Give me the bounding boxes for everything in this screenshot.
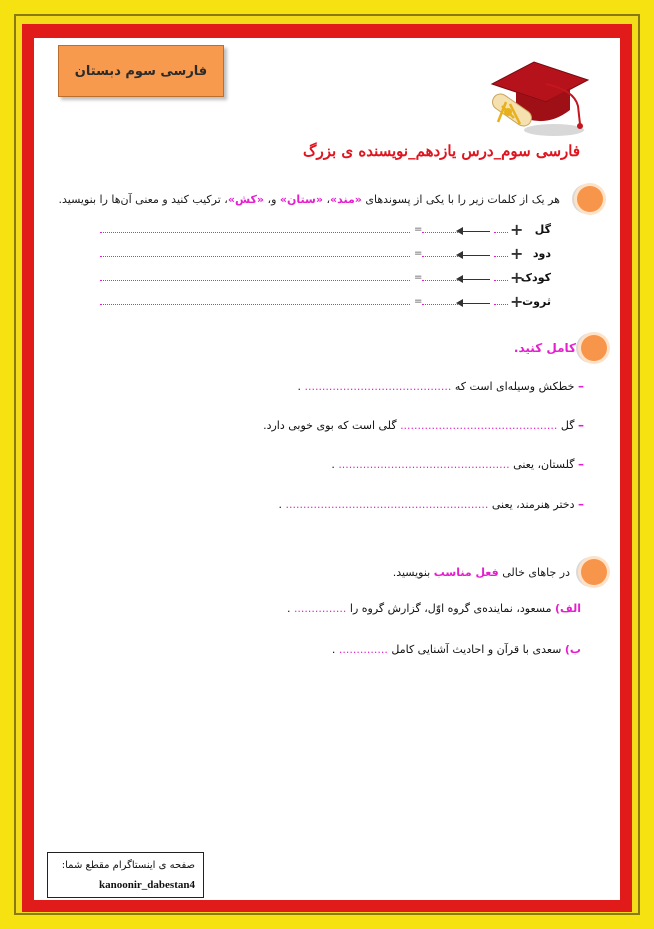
equals-sign: = — [414, 296, 423, 307]
equals-sign: = — [414, 224, 423, 235]
verb-sentence-a: الف) مسعود، نماینده‌ی گروه اوّل، گزارش گروه را ............... . — [286, 602, 581, 615]
blank[interactable]: .......................................... — [304, 380, 452, 393]
combined-word-blank[interactable] — [422, 232, 458, 233]
arrow-left-icon — [462, 255, 490, 256]
meaning-blank[interactable] — [100, 256, 410, 257]
word-dood: دود — [532, 247, 551, 260]
section1-instruction: هر یک از کلمات زیر را با یکی از پسوندهای «مند»، «ستان» و، «کش»، ترکیب کنید و معنی آن‌ها را بنویسید. — [58, 193, 560, 206]
fill-sentence-1: – خطکش وسیله‌ای است که .......................................... . — [297, 379, 584, 393]
lesson-title: فارسی سوم_درس یازدهم_نویسنده ی بزرگ — [303, 142, 580, 160]
plus-icon: + — [510, 244, 524, 263]
arrow-left-icon — [462, 231, 490, 232]
combined-word-blank[interactable] — [422, 304, 458, 305]
equals-sign: = — [414, 272, 423, 283]
suffix-blank[interactable] — [494, 232, 508, 233]
word-koodak: کودک — [520, 271, 551, 284]
footer-caption: صفحه ی اینستاگرام مقطع شما: — [61, 860, 195, 871]
fill-sentence-2: – گل ............................................. گلی است که بوی خوبی دارد. — [263, 418, 584, 432]
plus-icon: + — [510, 268, 524, 287]
fill-sentence-3: – گلستان، یعنی ................................................. . — [331, 457, 584, 471]
meaning-blank[interactable] — [100, 304, 410, 305]
section3-instruction: در جاهای خالی فعل مناسب بنویسید. — [392, 566, 570, 579]
graduation-cap-icon — [484, 44, 594, 144]
arrow-left-icon — [462, 279, 490, 280]
combined-word-blank[interactable] — [422, 280, 458, 281]
equals-sign: = — [414, 248, 423, 259]
meaning-blank[interactable] — [100, 232, 410, 233]
instagram-handle[interactable]: kanoonir_dabestan4 — [99, 879, 195, 891]
section1-bullet-icon — [577, 186, 603, 212]
plus-icon: + — [510, 220, 524, 239]
plus-icon: + — [510, 292, 524, 311]
meaning-blank[interactable] — [100, 280, 410, 281]
verb-sentence-b: ب) سعدی با قرآن و احادیث آشنایی کامل .............. . — [331, 643, 581, 656]
word-servat: ثروت — [522, 295, 551, 308]
suffix-blank[interactable] — [494, 280, 508, 281]
suffix-blank[interactable] — [494, 304, 508, 305]
section2-bullet-icon — [581, 335, 607, 361]
blank[interactable]: .............. — [338, 643, 388, 656]
suffix-blank[interactable] — [494, 256, 508, 257]
instagram-footer-box — [47, 852, 204, 898]
blank[interactable]: ............................................. — [400, 419, 558, 432]
section2-title: کامل کنید. — [513, 341, 576, 355]
combined-word-blank[interactable] — [422, 256, 458, 257]
arrow-left-icon — [462, 303, 490, 304]
grade-tag: فارسی سوم دبستان — [58, 45, 224, 97]
fill-sentence-4: – دختر هنرمند، یعنی .......................................................... . — [278, 497, 584, 511]
section3-bullet-icon — [581, 559, 607, 585]
word-gol: گل — [534, 223, 551, 236]
blank[interactable]: .......................................................... — [285, 498, 489, 511]
blank[interactable]: ............... — [293, 602, 347, 615]
blank[interactable]: ................................................. — [338, 458, 510, 471]
